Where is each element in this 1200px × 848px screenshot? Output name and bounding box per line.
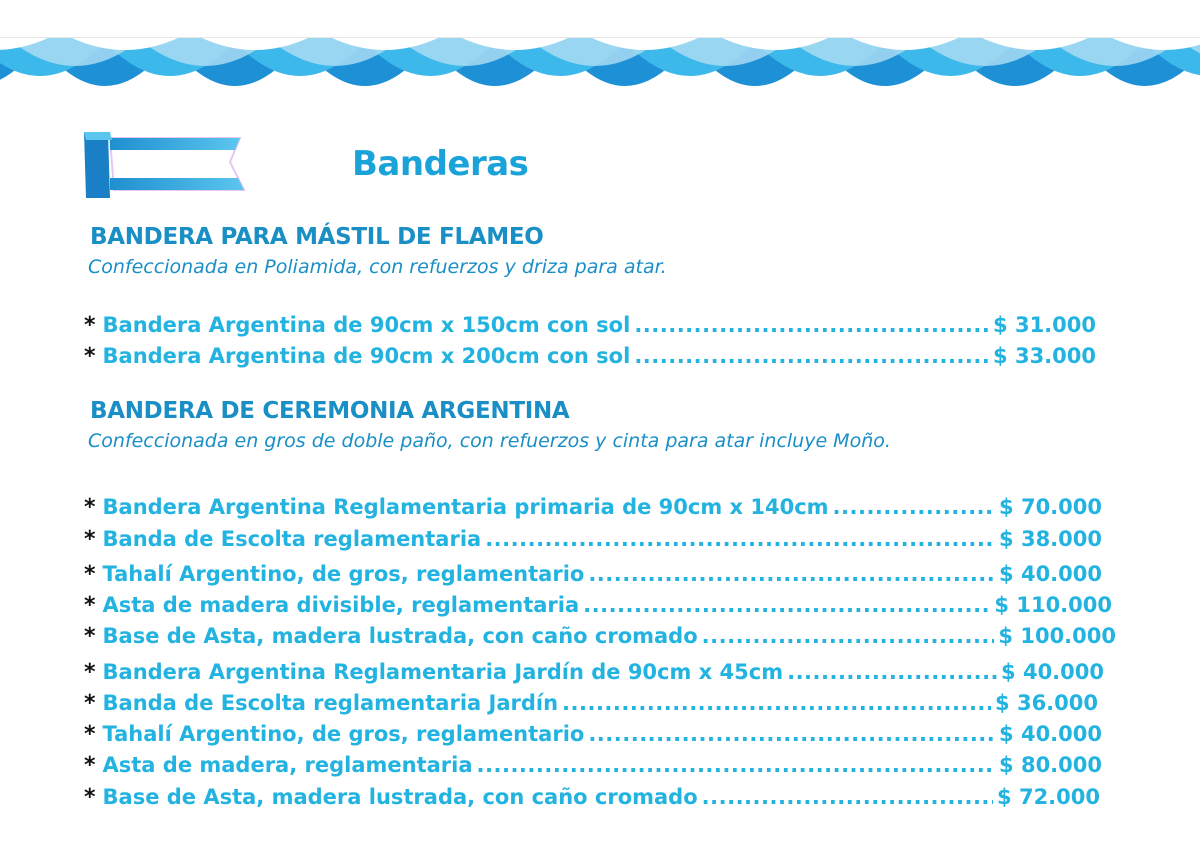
item-label: Bandera Argentina Reglamentaria primaria de 90cm x 140cm xyxy=(102,495,829,519)
flag-icon xyxy=(80,128,260,200)
price-list-item xyxy=(84,560,1102,588)
section-heading: BANDERA PARA MÁSTIL DE FLAMEO xyxy=(90,224,544,250)
bullet-marker: * xyxy=(84,784,96,810)
item-price: $ 40.000 xyxy=(999,722,1102,746)
price-list-item xyxy=(84,720,1102,748)
price-list-item xyxy=(84,525,1102,553)
dot-leader xyxy=(477,753,996,777)
item-label: Tahalí Argentino, de gros, reglamentario xyxy=(102,722,585,746)
section-description: Confeccionada en gros de doble paño, con refuerzos y cinta para atar incluye Moño. xyxy=(88,430,891,452)
bullet-marker: * xyxy=(84,721,96,747)
dot-leader xyxy=(634,344,989,368)
price-list-item xyxy=(84,342,1096,370)
dot-leader xyxy=(787,660,997,684)
price-list-item xyxy=(84,591,1112,619)
bullet-marker: * xyxy=(84,526,96,552)
item-price: $ 33.000 xyxy=(993,344,1096,368)
section-description: Confeccionada en Poliamida, con refuerzos y driza para atar. xyxy=(88,256,667,278)
bullet-marker: * xyxy=(84,752,96,778)
price-list-item xyxy=(84,751,1102,779)
item-label: Base de Asta, madera lustrada, con caño cromado xyxy=(102,624,698,648)
price-list-item xyxy=(84,689,1098,717)
garland-decoration xyxy=(0,38,1200,138)
dot-leader xyxy=(702,624,995,648)
item-label: Asta de madera, reglamentaria xyxy=(102,753,473,777)
bullet-marker: * xyxy=(84,690,96,716)
bullet-marker: * xyxy=(84,659,96,685)
item-price: $ 40.000 xyxy=(999,562,1102,586)
item-price: $ 36.000 xyxy=(995,691,1098,715)
item-price: $ 80.000 xyxy=(999,753,1102,777)
price-list-item xyxy=(84,658,1104,686)
page-title: Banderas xyxy=(352,144,529,184)
dot-leader xyxy=(702,785,993,809)
item-label: Bandera Argentina de 90cm x 150cm con sol xyxy=(102,313,631,337)
item-label: Banda de Escolta reglamentaria Jardín xyxy=(102,691,559,715)
price-list-item xyxy=(84,622,1116,650)
price-list-item xyxy=(84,493,1102,521)
bullet-marker: * xyxy=(84,343,96,369)
dot-leader xyxy=(588,722,995,746)
item-price: $ 40.000 xyxy=(1001,660,1104,684)
bullet-marker: * xyxy=(84,592,96,618)
price-list-item xyxy=(84,783,1100,811)
item-price: $ 110.000 xyxy=(994,593,1112,617)
item-price: $ 72.000 xyxy=(997,785,1100,809)
dot-leader xyxy=(583,593,990,617)
item-label: Bandera Argentina Reglamentaria Jardín de 90cm x 45cm xyxy=(102,660,784,684)
item-label: Asta de madera divisible, reglamentaria xyxy=(102,593,580,617)
item-label: Base de Asta, madera lustrada, con caño cromado xyxy=(102,785,698,809)
item-label: Tahalí Argentino, de gros, reglamentario xyxy=(102,562,585,586)
bullet-marker: * xyxy=(84,494,96,520)
dot-leader xyxy=(833,495,995,519)
item-label: Bandera Argentina de 90cm x 200cm con sol xyxy=(102,344,631,368)
item-price: $ 31.000 xyxy=(993,313,1096,337)
bullet-marker: * xyxy=(84,312,96,338)
item-label: Banda de Escolta reglamentaria xyxy=(102,527,482,551)
item-price: $ 100.000 xyxy=(998,624,1116,648)
item-price: $ 70.000 xyxy=(999,495,1102,519)
section-heading: BANDERA DE CEREMONIA ARGENTINA xyxy=(90,398,570,424)
bullet-marker: * xyxy=(84,623,96,649)
dot-leader xyxy=(634,313,989,337)
dot-leader xyxy=(562,691,991,715)
dot-leader xyxy=(485,527,995,551)
dot-leader xyxy=(588,562,995,586)
bullet-marker: * xyxy=(84,561,96,587)
item-price: $ 38.000 xyxy=(999,527,1102,551)
price-list-item xyxy=(84,311,1096,339)
